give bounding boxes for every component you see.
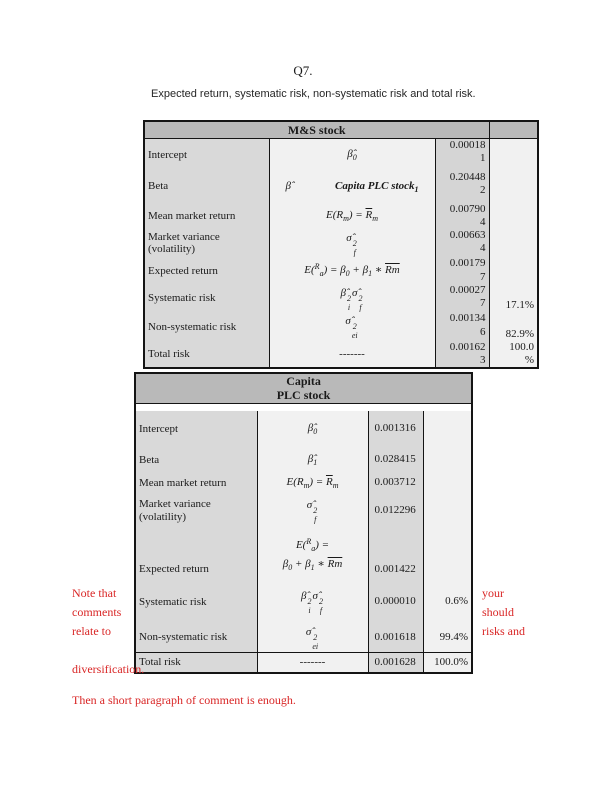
row-value: 0.012296: [368, 493, 423, 529]
row-label: Beta: [135, 447, 257, 473]
question-number: Q7.: [293, 63, 313, 78]
row-percent: [423, 493, 472, 529]
table-row: [144, 312, 538, 341]
row-value: 0.20448 2: [435, 171, 489, 203]
table-header-row: [135, 373, 472, 403]
table-row: [144, 257, 538, 283]
row-percent: [423, 411, 472, 447]
row-formula: σ̂ 2 f: [269, 229, 435, 258]
row-percent: 17.1%: [489, 284, 538, 313]
row-value: 0.00018 1: [435, 139, 489, 171]
row-value: 0.001422: [368, 529, 423, 581]
row-label: Non-systematic risk: [135, 623, 257, 653]
row-label: Intercept: [144, 139, 269, 171]
row-label: Total risk: [135, 653, 257, 673]
row-formula: $\betâ_1$: [257, 447, 368, 473]
row-percent: [423, 473, 472, 493]
table-row: [135, 623, 472, 653]
table-row: [144, 139, 538, 171]
row-percent: [489, 229, 538, 258]
row-percent: 99.4%: [423, 623, 472, 653]
row-label: Expected return: [135, 529, 257, 581]
table-title: Capita PLC stock: [135, 373, 472, 403]
row-label: Mean market return: [135, 473, 257, 493]
table-title-empty-cell: [489, 121, 538, 139]
row-formula: σ̂ 2 f: [257, 493, 368, 529]
row-percent: [489, 139, 538, 171]
row-label: Market variance (volatility): [135, 493, 257, 529]
row-formula: $E(R_m) = \overline{R}_m$: [257, 473, 368, 493]
annotation-left: Note that comments relate to: [72, 586, 122, 638]
table-row: [144, 341, 538, 368]
row-label: Expected return: [144, 257, 269, 283]
row-formula: σ̂ 2 ei: [269, 312, 435, 341]
table-row: [144, 171, 538, 203]
table-title: M&S stock: [144, 121, 489, 139]
row-percent: 100.0%: [423, 653, 472, 673]
annotation-right: your should risks and: [482, 586, 525, 638]
table-row: [135, 581, 472, 623]
row-label: Systematic risk: [144, 284, 269, 313]
row-percent: 0.6%: [423, 581, 472, 623]
row-formula: β̂ 2 i σ̂ 2 f: [257, 581, 368, 623]
row-label: Beta: [144, 171, 269, 203]
table-row: [135, 411, 472, 447]
row-percent: [423, 447, 472, 473]
row-value: 0.000010: [368, 581, 423, 623]
row-value: 0.00179 7: [435, 257, 489, 283]
header-gap-row: [135, 403, 472, 411]
row-label: Intercept: [135, 411, 257, 447]
table-row: [144, 203, 538, 229]
row-formula: β̂ 2 i σ̂ 2 f: [269, 284, 435, 313]
row-label: Non-systematic risk: [144, 312, 269, 341]
annotation-bottom-2: Then a short paragraph of comment is enough.: [72, 693, 296, 707]
row-percent: [489, 257, 538, 283]
row-formula: $\betâ_0$: [257, 411, 368, 447]
row-formula: $E(^R_a) = \beta_0 + \beta_1$ ∗ $\overline{Rm}$: [269, 257, 435, 283]
row-formula: $\betâ_0$: [269, 139, 435, 171]
annotation-bottom-1: diversification.: [72, 662, 145, 676]
row-percent: [489, 171, 538, 203]
table-row: [144, 284, 538, 313]
row-label: Systematic risk: [135, 581, 257, 623]
row-label: Market variance (volatility): [144, 229, 269, 258]
row-value: 0.00790 4: [435, 203, 489, 229]
ms-stock-table: [143, 120, 539, 369]
row-percent: 82.9%: [489, 312, 538, 341]
table-row: [135, 653, 472, 673]
page-subtitle: Expected return, systematic risk, non-systematic risk and total risk.: [151, 88, 476, 100]
row-value: 0.003712: [368, 473, 423, 493]
table-row: [135, 493, 472, 529]
row-formula: -------: [269, 341, 435, 368]
row-percent: [423, 529, 472, 581]
row-label: Total risk: [144, 341, 269, 368]
table-row: [135, 529, 472, 581]
row-percent: 100.0 %: [489, 341, 538, 368]
row-value: 0.00134 6: [435, 312, 489, 341]
capita-stock-table: [134, 372, 473, 674]
table-row: [144, 229, 538, 258]
row-value: 0.001628: [368, 653, 423, 673]
table-row: [135, 473, 472, 493]
row-value: 0.001618: [368, 623, 423, 653]
row-label: Mean market return: [144, 203, 269, 229]
row-formula: E($^R_a$) = $\beta_0 + \beta_1$ ∗ $\overline{Rm}$: [257, 529, 368, 581]
row-value: 0.028415: [368, 447, 423, 473]
row-formula: β̂ Capita PLC stock$_1$: [269, 171, 435, 203]
row-formula: $E(R_m) = \overline{R}_m$: [269, 203, 435, 229]
row-value: 0.00027 7: [435, 284, 489, 313]
row-value: 0.001316: [368, 411, 423, 447]
row-formula: -------: [257, 653, 368, 673]
table-header-row: [144, 121, 538, 139]
row-percent: [489, 203, 538, 229]
row-value: 0.00162 3: [435, 341, 489, 368]
table-row: [135, 447, 472, 473]
row-formula: σ̂ 2 ei: [257, 623, 368, 653]
row-value: 0.00663 4: [435, 229, 489, 258]
